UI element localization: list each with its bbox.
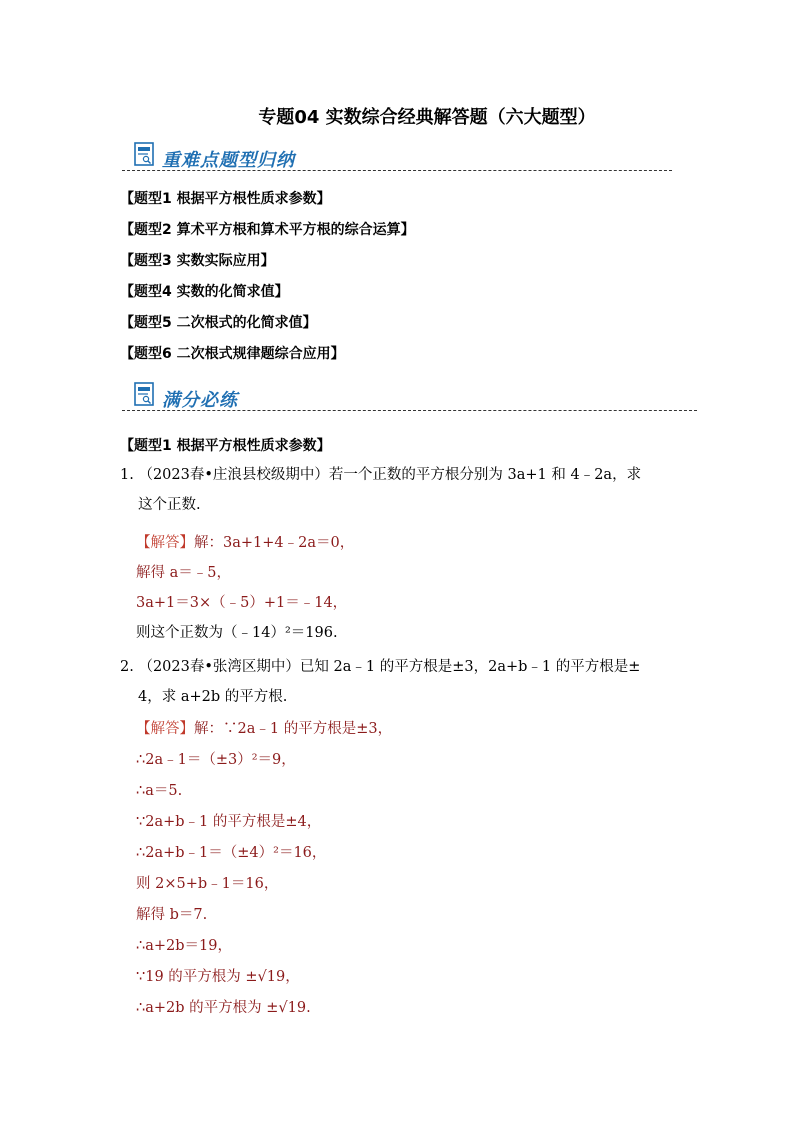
answer-step: ∴a+2b＝19， bbox=[136, 938, 232, 954]
answer-2 bbox=[136, 714, 392, 1024]
question-text-line2: 4，求 a+2b 的平方根. bbox=[138, 689, 288, 705]
answer-step: 解：3a+1+4﹣2a＝0， bbox=[194, 535, 355, 551]
question-1 bbox=[120, 460, 641, 520]
question-2 bbox=[120, 652, 640, 712]
document-search-icon bbox=[134, 142, 154, 166]
answer-tag: 【解答】 bbox=[136, 721, 194, 737]
divider bbox=[122, 170, 672, 171]
answer-step: 则 2×5+b﹣1＝16， bbox=[136, 876, 279, 892]
answer-step: 则这个正数为（﹣14）²＝196. bbox=[136, 625, 338, 641]
toc-item: 【题型2 算术平方根和算术平方根的综合运算】 bbox=[120, 222, 415, 238]
question-text-line1: （2023春•庄浪县校级期中）若一个正数的平方根分别为 3a+1 和 4﹣2a，求 bbox=[138, 467, 642, 483]
answer-step: ∵19 的平方根为 ±√19， bbox=[136, 969, 300, 985]
question-text-line2: 这个正数. bbox=[138, 497, 201, 513]
question-text-line1: （2023春•张湾区期中）已知 2a﹣1 的平方根是±3，2a+b﹣1 的平方根是± bbox=[138, 659, 641, 675]
answer-step: ∴a+2b 的平方根为 ±√19. bbox=[136, 1000, 311, 1016]
page-title: 专题04 实数综合经典解答题（六大题型） bbox=[258, 107, 596, 128]
answer-step: 解得 a＝﹣5， bbox=[136, 565, 231, 581]
toc-item: 【题型5 二次根式的化简求值】 bbox=[120, 315, 317, 331]
answer-step: 3a+1＝3×（﹣5）+1＝﹣14， bbox=[136, 595, 348, 611]
answer-step: ∴a＝5. bbox=[136, 783, 183, 799]
toc-item: 【题型4 实数的化简求值】 bbox=[120, 284, 289, 300]
banner-label: 满分必练 bbox=[162, 390, 238, 411]
divider bbox=[122, 410, 697, 411]
answer-step: ∵2a+b﹣1 的平方根是±4， bbox=[136, 814, 322, 830]
answer-1 bbox=[136, 528, 354, 648]
answer-step: ∴2a+b﹣1＝（±4）²＝16， bbox=[136, 845, 327, 861]
toc-item: 【题型3 实数实际应用】 bbox=[120, 253, 275, 269]
answer-step: ∴2a﹣1＝（±3）²＝9， bbox=[136, 752, 296, 768]
section-heading: 【题型1 根据平方根性质求参数】 bbox=[120, 438, 331, 454]
section-banner-practice bbox=[122, 380, 707, 420]
document-search-icon bbox=[134, 382, 154, 406]
toc-item: 【题型6 二次根式规律题综合应用】 bbox=[120, 346, 345, 362]
answer-tag: 【解答】 bbox=[136, 535, 194, 551]
question-number: 1. bbox=[120, 467, 134, 483]
answer-step: 解：∵2a﹣1 的平方根是±3， bbox=[194, 721, 393, 737]
question-number: 2. bbox=[120, 659, 134, 675]
banner-label: 重难点题型归纳 bbox=[162, 150, 295, 171]
toc-item: 【题型1 根据平方根性质求参数】 bbox=[120, 191, 331, 207]
answer-step: 解得 b＝7. bbox=[136, 907, 208, 923]
section-banner-key-types bbox=[122, 140, 682, 180]
